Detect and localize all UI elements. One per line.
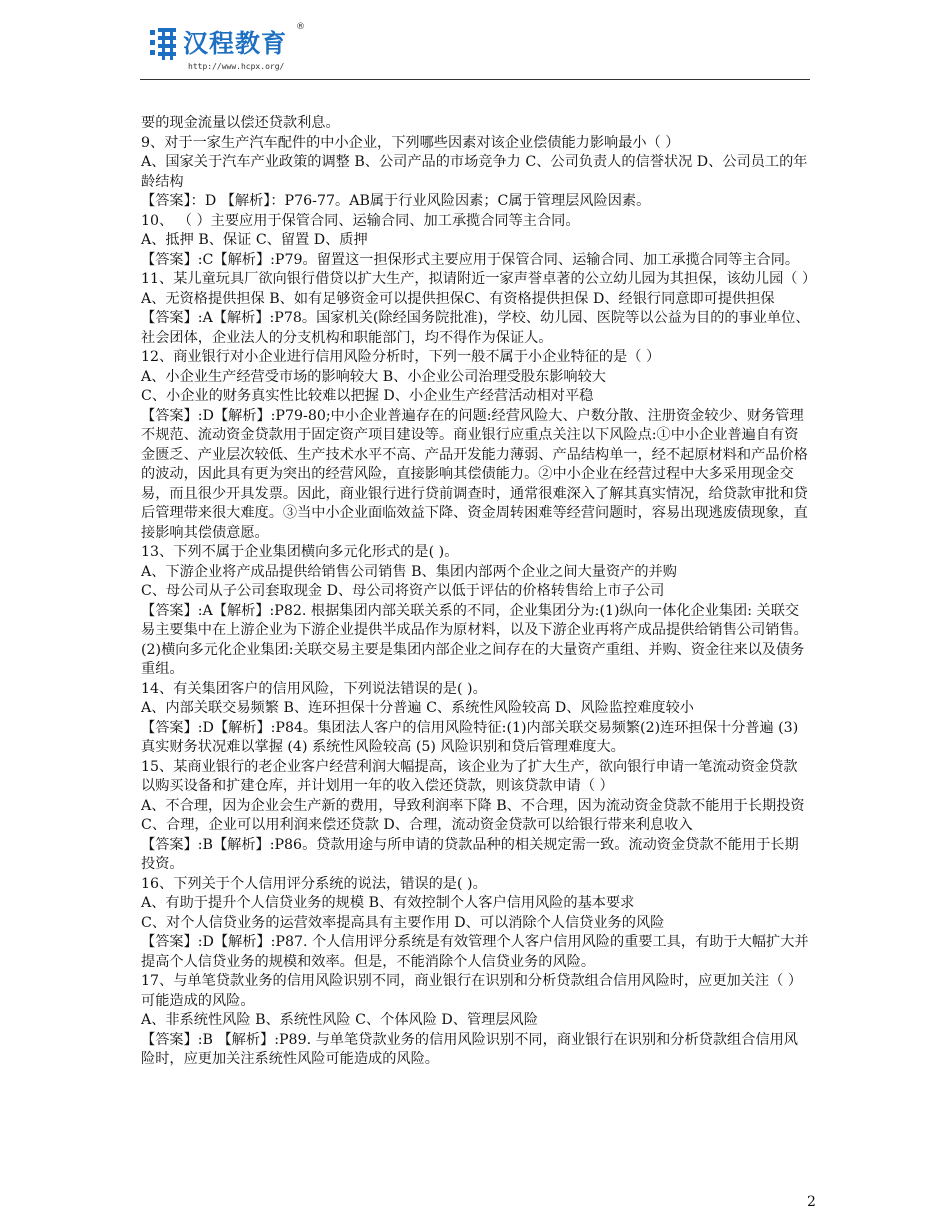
question-15: 15、某商业银行的老企业客户经营利润大幅提高，该企业为了扩大生产，欲向银行申请一笔流动资金贷款以购买设备和扩建仓库，并计划用一年的收入偿还贷款，则该贷款申请（ ） [141,758,798,794]
text-line: 要的现金流量以偿还贷款利息。 [141,115,340,131]
question-13-answer: 【答案】:A【解析】:P82. 根据集团内部关联关系的不同，企业集团分为:(1)纵向一体化企业集团: 关联交易主要集中在上游企业为下游企业提供半成品作为原材料，以及下游企业再将产成品提供给销售公司销售。(2)横向多元化企业集团:关联交易主要是集团内部企业之间存在的大量资产重组、并购、资金往来以及债务重组。 [141,602,808,677]
document-body [141,114,817,1070]
question-12: 12、商业银行对小企业进行信用风险分析时，下列一般不属于小企业特征的是（ ） [141,349,661,365]
question-14-options: A、内部关联交易频繁 B、连环担保十分普遍 C、系统性风险较高 D、风险监控难度较小 [141,700,694,716]
question-10: 10、 （ ）主要应用于保管合同、运输合同、加工承揽合同等主合同。 [141,212,580,229]
question-16: 16、下列关于个人信用评分系统的说法，错误的是( )。 [141,875,487,892]
question-13: 13、下列不属于企业集团横向多元化形式的是( )。 [141,544,459,560]
question-12-options-ab: A、小企业生产经营受市场的影响较大 B、小企业公司治理受股东影响较大 [141,368,606,385]
question-15-options-ab: A、不合理，因为企业会生产新的费用，导致利润率下降 B、不合理，因为流动资金贷款不能用于长期投资 [141,797,805,814]
question-11-options: A、无资格提供担保 B、如有足够资金可以提供担保C、有资格提供担保 D、经银行同意即可提供担保 [141,290,775,307]
question-9: 9、对于一家生产汽车配件的中小企业，下列哪些因素对该企业偿债能力影响最小（ ） [141,134,680,151]
header-divider [140,79,810,80]
question-16-answer: 【答案】:D【解析】:P87. 个人信用评分系统是有效管理个人客户信用风险的重要工具，有助于大幅扩大并提高个人信贷业务的规模和效率。但是，不能消除个人信贷业务的风险。 [141,934,809,970]
question-16-options-ab: A、有助于提升个人信贷业务的规模 B、有效控制个人客户信用风险的基本要求 [141,895,635,911]
question-10-options: A、抵押 B、保证 C、留置 D、质押 [141,232,368,248]
question-17-options: A、非系统性风险 B、系统性风险 C、个体风险 D、管理层风险 [141,1012,538,1028]
question-16-options-cd: C、对个人信贷业务的运营效率提高具有主要作用 D、可以消除个人信贷业务的风险 [141,914,665,931]
brand-logo [150,22,310,78]
question-14: 14、有关集团客户的信用风险，下列说法错误的是( )。 [141,680,487,697]
question-17-answer: 【答案】:B 【解析】:P89. 与单笔贷款业务的信用风险识别不同，商业银行在识别和分析贷款组合信用风险时，应更加关注系统性风险可能造成的风险。 [141,1031,798,1067]
question-17: 17、与单笔贷款业务的信用风险识别不同，商业银行在识别和分析贷款组合信用风险时，应更加关注（ ）可能造成的风险。 [141,973,803,1009]
question-15-answer: 【答案】:B【解析】:P86。贷款用途与所申请的贷款品种的相关规定需一致。流动资金贷款不能用于长期投资。 [141,836,799,872]
question-14-answer: 【答案】:D【解析】:P84。集团法人客户的信用风险特征:(1)内部关联交易频繁(2)连环担保十分普遍 (3) 真实财务状况难以掌握 (4) 系统性风险较高 (5) 风险识别和贷后管理难度大。 [141,719,799,755]
question-11-answer: 【答案】:A【解析】:P78。国家机关(除经国务院批准)，学校、幼儿园、医院等以公益为目的的事业单位、社会团体，企业法人的分支机构和职能部门，均不得作为保证人。 [141,310,810,346]
question-9-answer: 【答案】：D 【解析】：P76-77。AB属于行业风险因素；C属于管理层风险因素。 [141,193,651,209]
brand-url: http://www.hcpx.org/ [188,62,285,71]
question-12-answer: 【答案】:D【解析】:P79-80;中小企业普遍存在的问题:经营风险大、户数分散、注册资金较少、财务管理不规范、流动资金贷款用于固定资产项目建设等。商业银行应重点关注以下风险点:①中小企业普遍自有资金匮乏、产业层次较低、生产技术水平不高、产品开发能力薄弱、产品结构单一，经不起原材料和产品价格的波动，因此具有更为突出的经营风险，直接影响其偿债能力。②中小企业在经营过程中大多采用现金交易，而且很少开具发票。因此，商业银行进行贷前调查时，通常很难深入了解其真实情况，给贷款审批和贷后管理带来很大难度。③当中小企业面临效益下降、资金周转困难等经营问题时，容易出现逃废债现象，直接影响其偿债意愿。 [141,407,808,541]
question-15-options-cd: C、合理，企业可以用利润来偿还贷款 D、合理，流动资金贷款可以给银行带来利息收入 [141,817,693,833]
question-11: 11、某儿童玩具厂欲向银行借贷以扩大生产，拟请附近一家声誉卓著的公立幼儿园为其担保，该幼儿园（ ） [141,271,817,287]
page-number: 2 [807,1194,816,1210]
question-12-options-cd: C、小企业的财务真实性比较难以把握 D、小企业生产经营活动相对平稳 [141,388,594,404]
registered-mark: ® [296,22,305,32]
question-10-answer: 【答案】:C【解析】:P79。留置这一担保形式主要应用于保管合同、运输合同、加工承揽合同等主合同。 [141,251,800,268]
question-13-options-ab: A、下游企业将产成品提供给销售公司销售 B、集团内部两个企业之间大量资产的并购 [141,563,677,580]
logo-mark-icon [150,26,178,66]
brand-name: 汉程教育 [183,29,288,58]
question-9-options: A、国家关于汽车产业政策的调整 B、公司产品的市场竞争力 C、公司负责人的信誉状况 D、公司员工的年龄结构 [141,154,808,190]
question-13-options-cd: C、母公司从子公司套取现金 D、母公司将资产以低于评估的价格转售给上市子公司 [141,583,665,599]
